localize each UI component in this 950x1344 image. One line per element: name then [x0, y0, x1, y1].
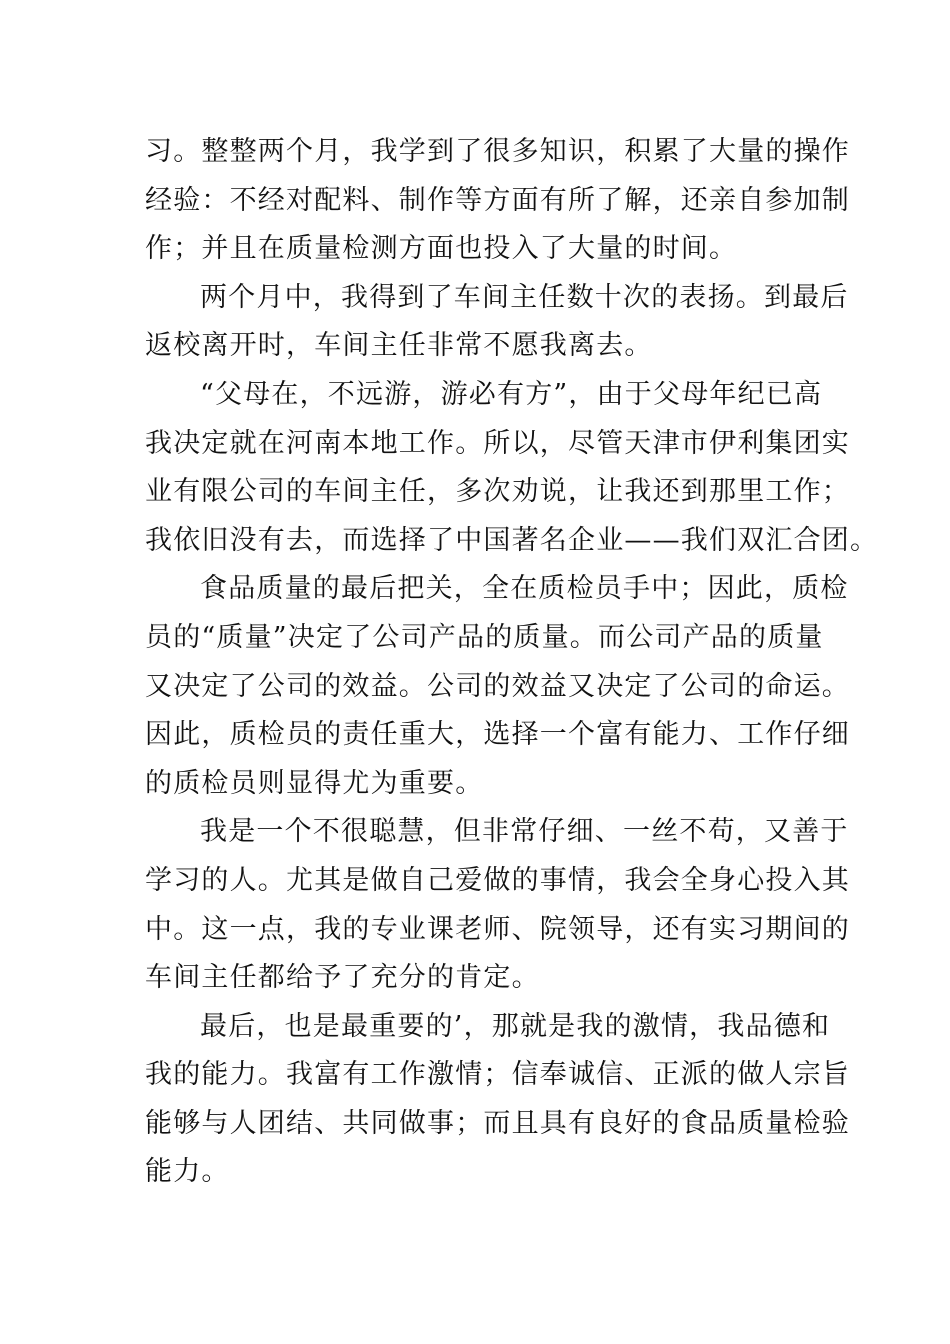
- text-line: 经验：不经对配料、制作等方面有所了解，还亲自参加制: [145, 184, 850, 216]
- text-line: 我决定就在河南本地工作。所以，尽管天津市伊利集团实: [145, 427, 850, 459]
- text-line: 的质检员则显得尤为重要。: [145, 767, 484, 799]
- paragraph-2: [145, 274, 849, 371]
- text-line: 我的能力。我富有工作激情；信奉诚信、正派的做人宗旨: [145, 1059, 850, 1091]
- text-line: 员的“质量”决定了公司产品的质量。而公司产品的质量: [145, 621, 824, 653]
- text-line: 能够与人团结、共同做事；而且具有良好的食品质量检验: [145, 1107, 850, 1139]
- text-line: 业有限公司的车间主任，多次劝说，让我还到那里工作；: [145, 476, 850, 508]
- text-line: 能力。: [145, 1156, 230, 1188]
- text-line: 学习的人。尤其是做自己爱做的事情，我会全身心投入其: [145, 864, 850, 896]
- text-line: 中。这一点，我的专业课老师、院领导，还有实习期间的: [145, 913, 850, 945]
- text-line: 食品质量的最后把关，全在质检员手中；因此，质检: [200, 573, 849, 605]
- text-line: 返校离开时，车间主任非常不愿我离去。: [145, 330, 653, 362]
- paragraph-1: [145, 128, 850, 274]
- text-line: 我依旧没有去，而选择了中国著名企业——我们双汇合团。: [145, 524, 879, 556]
- text-line: 车间主任都给予了充分的肯定。: [145, 962, 540, 994]
- text-line: 习。整整两个月，我学到了很多知识，积累了大量的操作: [145, 136, 850, 167]
- paragraph-4: [145, 565, 850, 808]
- body-text: [145, 128, 879, 1197]
- text-line: 又决定了公司的效益。公司的效益又决定了公司的命运。: [145, 670, 850, 702]
- text-line: “父母在，不远游，游必有方”，由于父母年纪已高: [200, 378, 823, 410]
- text-line: 最后，也是最重要的’，那就是我的激情，我品德和: [200, 1010, 831, 1042]
- text-line: 我是一个不很聪慧，但非常仔细、一丝不苟，又善于: [200, 816, 849, 848]
- paragraph-5: [145, 808, 850, 1002]
- text-line: 两个月中，我得到了车间主任数十次的表扬。到最后: [200, 281, 849, 313]
- paragraph-3: [145, 371, 879, 565]
- text-line: 作；并且在质量检测方面也投入了大量的时间。: [145, 233, 738, 265]
- paragraph-6: [145, 1003, 850, 1197]
- text-line: 因此，质检员的责任重大，选择一个富有能力、工作仔细: [145, 719, 850, 751]
